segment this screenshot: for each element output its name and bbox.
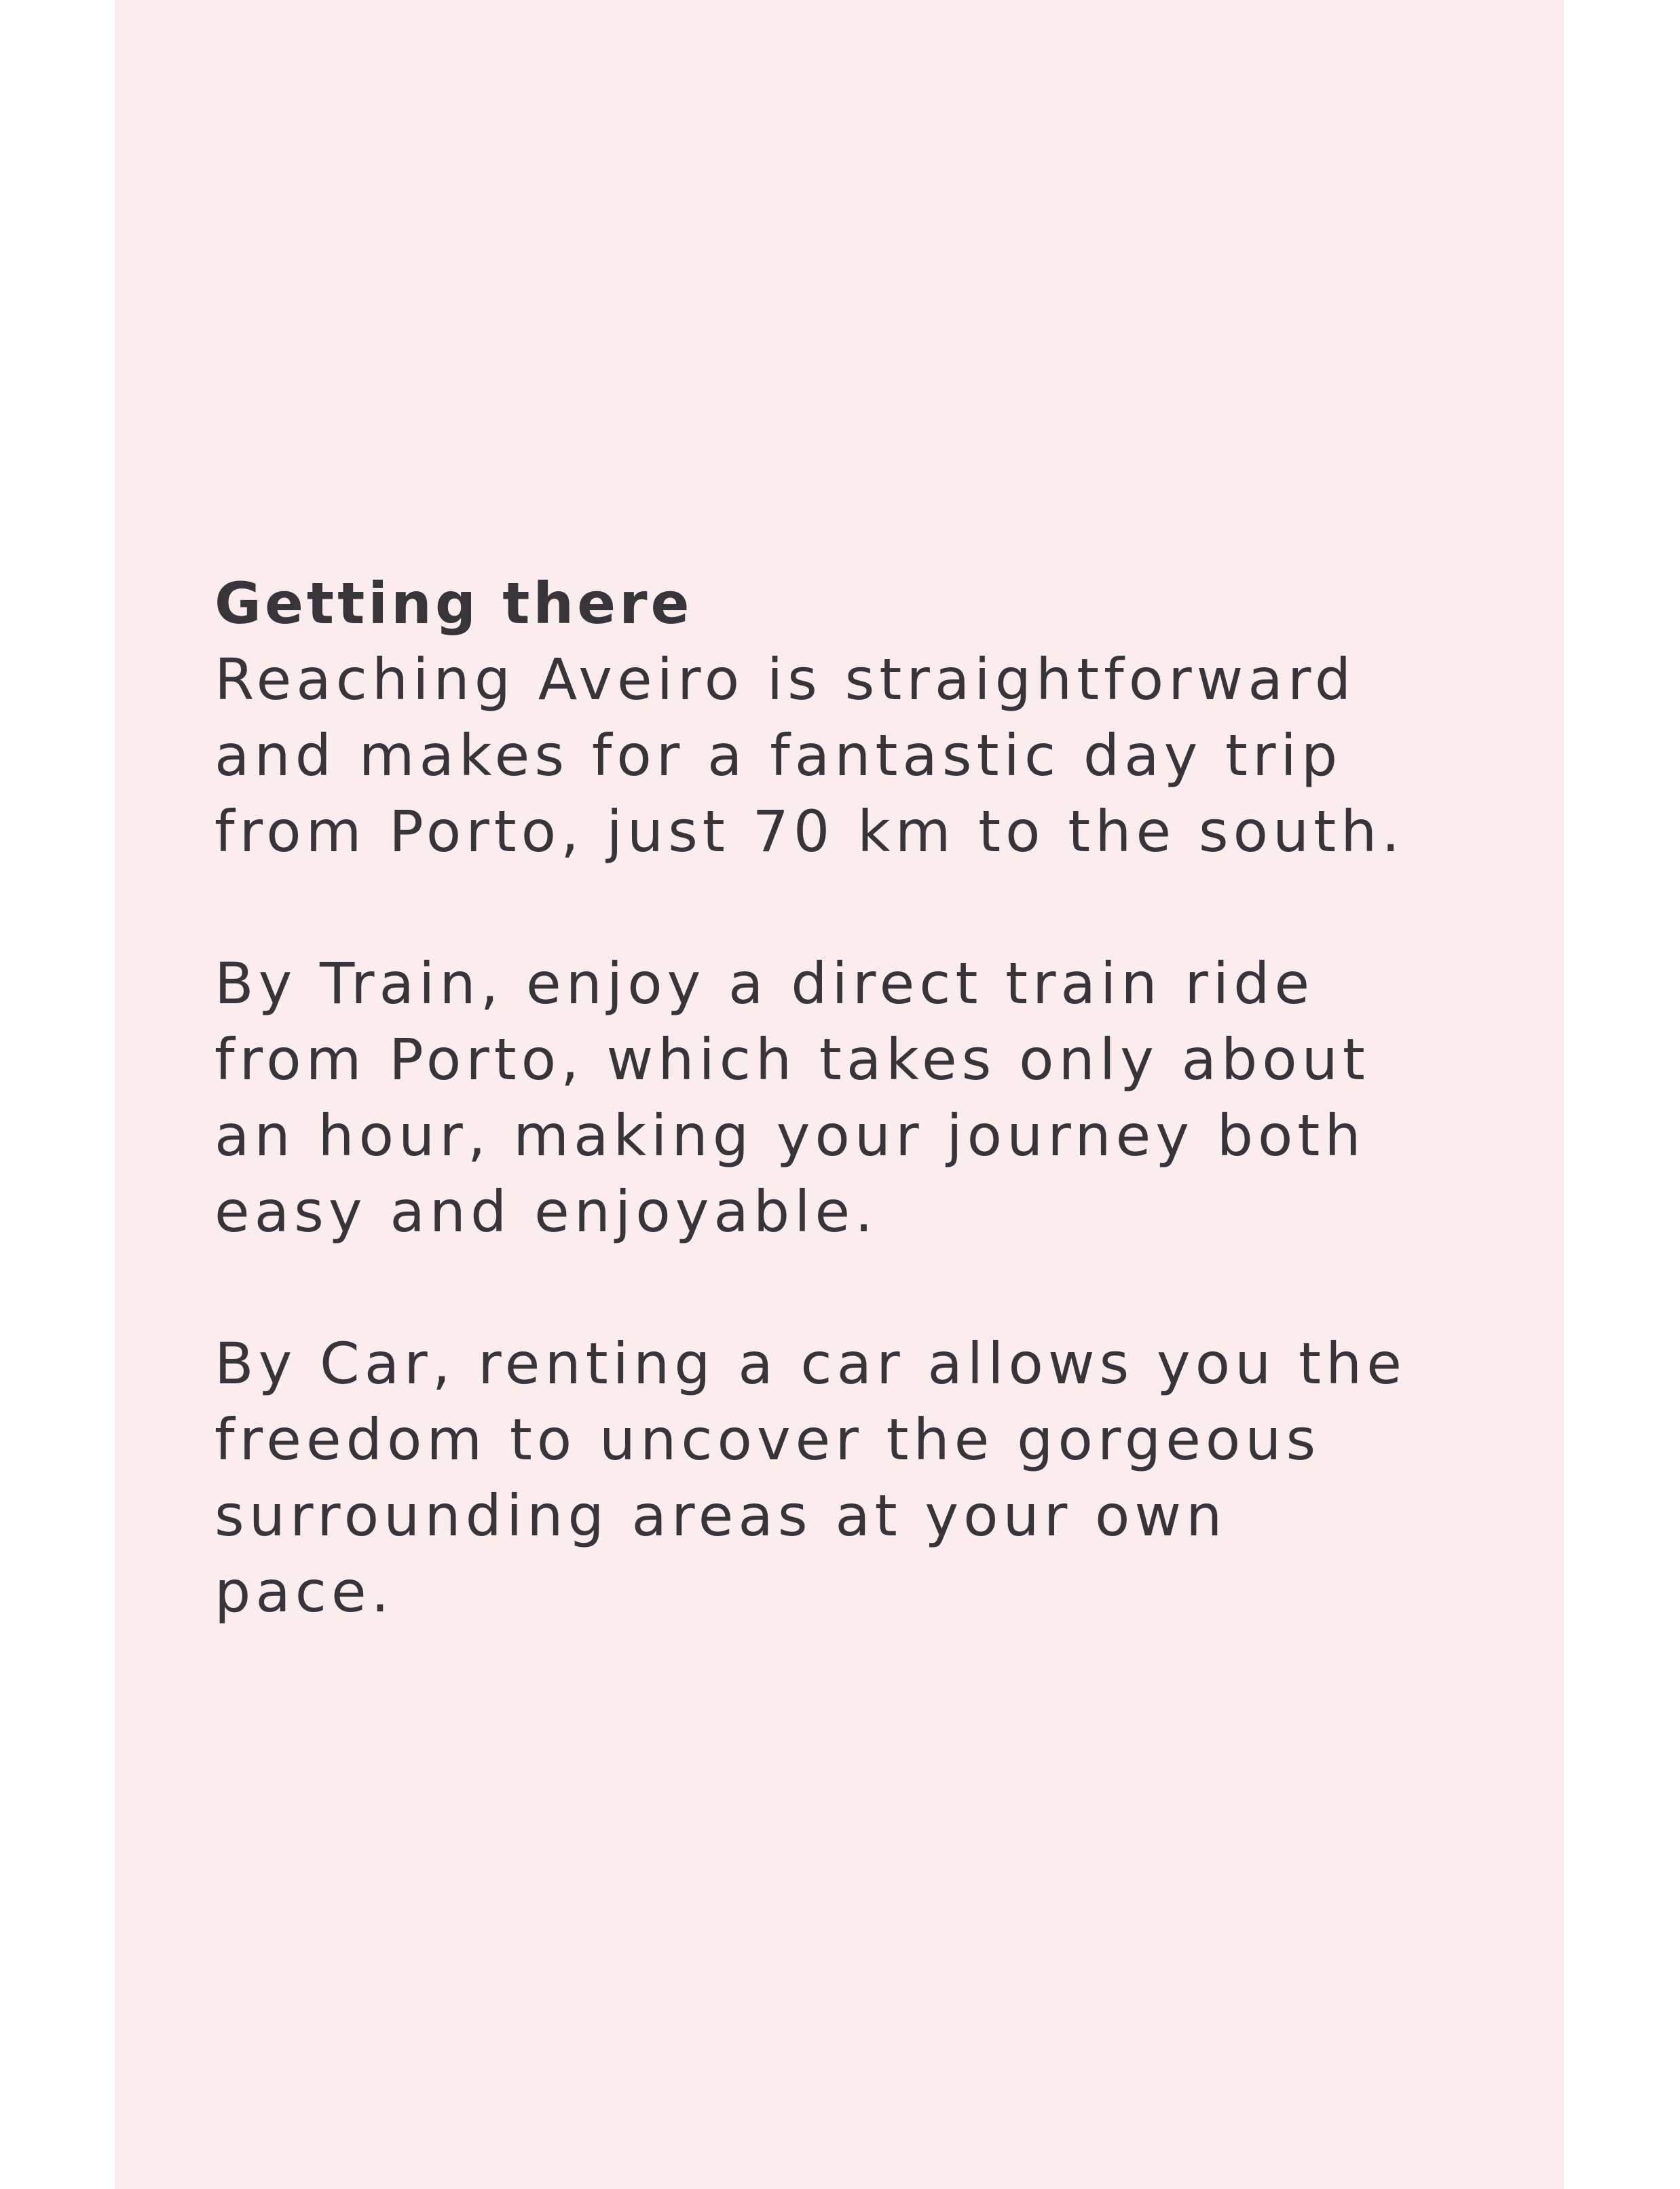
section-heading: Getting there — [214, 570, 693, 637]
car-paragraph: By Car, renting a car allows you the freedom to uncover the gorgeous surrounding areas at your own pace. — [214, 1330, 1406, 1625]
getting-there-section — [214, 565, 1538, 1630]
intro-paragraph: Reaching Aveiro is straightforward and makes for a fantastic day trip from Porto, just 70 km to the south. — [214, 646, 1405, 865]
paragraph-spacer — [214, 869, 1538, 946]
train-paragraph: By Train, enjoy a direct train ride from Porto, which takes only about an hour, making your journey both easy and enjoyable. — [214, 950, 1370, 1245]
paragraph-spacer — [214, 1250, 1538, 1326]
